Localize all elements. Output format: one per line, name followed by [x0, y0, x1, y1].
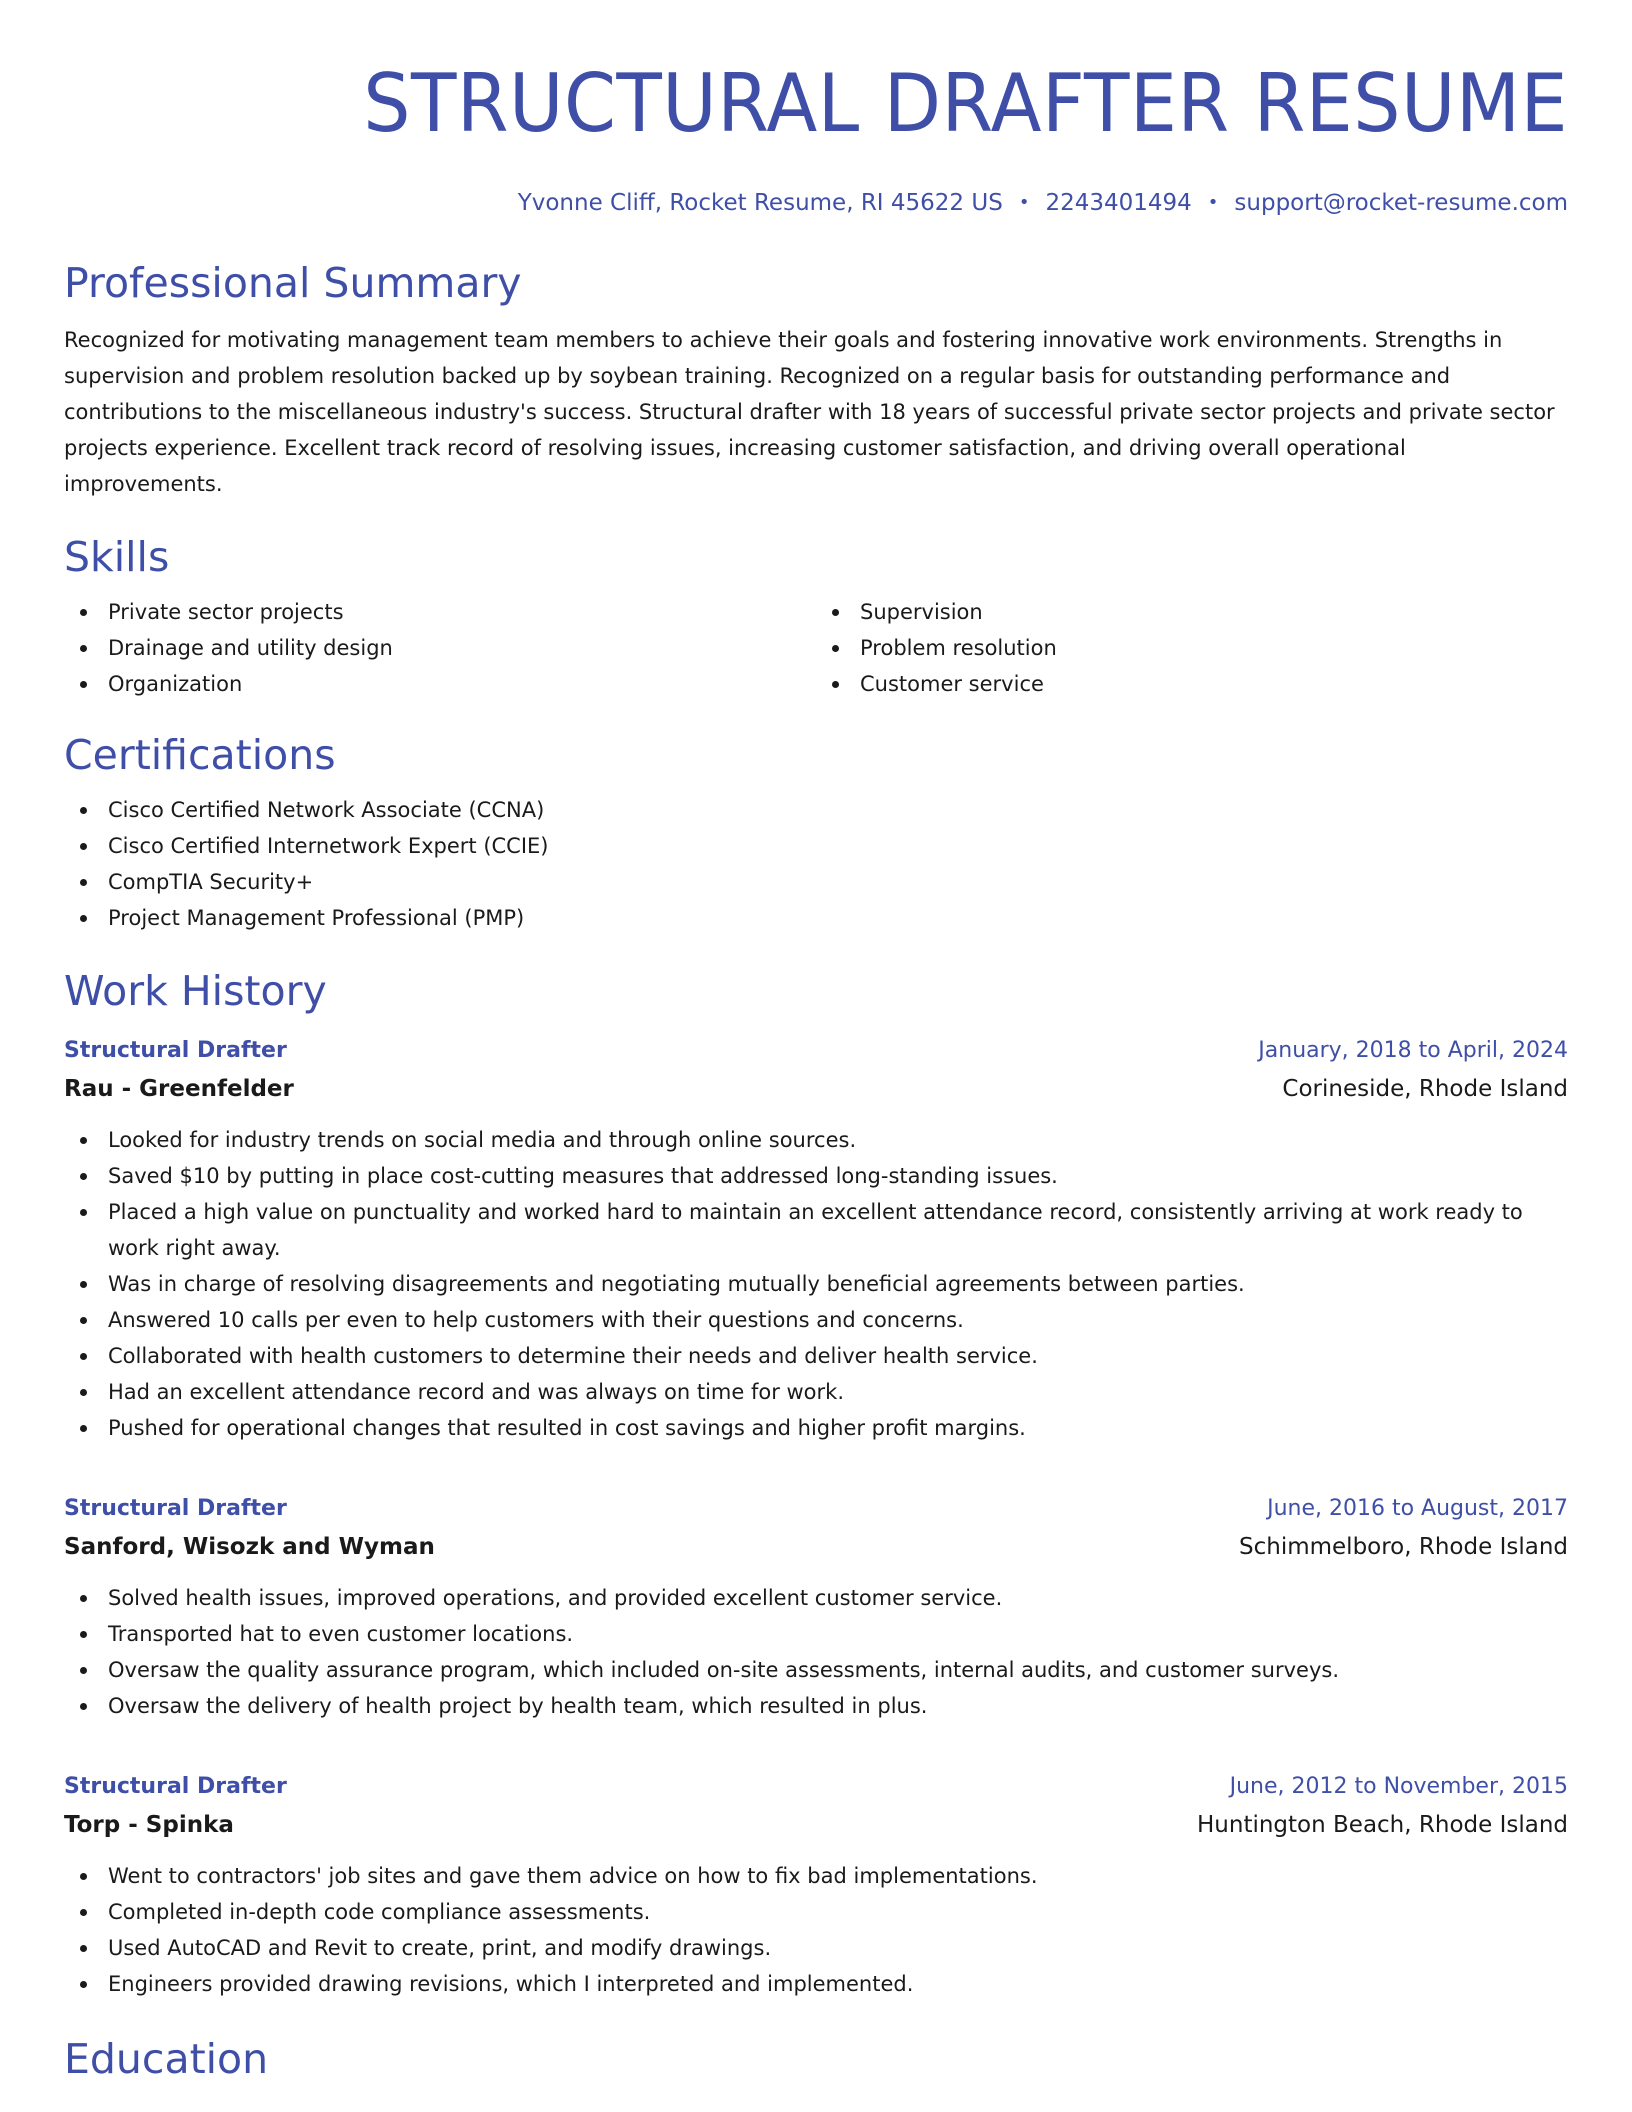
contact-line [64, 188, 1568, 218]
skills-list-right [816, 594, 1568, 702]
certification-item: Project Management Professional (PMP) [108, 900, 1568, 936]
job-bullet: Engineers provided drawing revisions, which I interpreted and implemented. [108, 1966, 1568, 2002]
job-company-row [64, 1528, 1568, 1566]
certification-item: Cisco Certified Network Associate (CCNA) [108, 792, 1568, 828]
job-company: Rau - Greenfelder [64, 1076, 294, 1102]
job-title: Structural Drafter [64, 1496, 287, 1521]
summary-text: Recognized for motivating management team members to achieve their goals and fostering innovative work environments. Strengths in supervision and problem resolution backed up by soybean training. Recognized on a regular basis for outstanding performance and contributions to the miscellaneous industry's success. Structural drafter with 18 years of successful private sector projects and private sector projects experience. Excellent track record of resolving issues, increasing customer satisfaction, and driving overall operational improvements. [64, 328, 1555, 496]
job-entry [64, 1032, 1568, 1446]
skill-item: Supervision [860, 594, 1568, 630]
job-bullet: Transported hat to even customer locations. [108, 1616, 1568, 1652]
job-bullets [64, 1122, 1568, 1446]
job-company-row [64, 1070, 1568, 1108]
skills-list-left [64, 594, 816, 702]
education-heading: Education [64, 2035, 269, 2083]
contact-address: Yvonne Cliff, Rocket Resume, RI 45622 US [517, 190, 1003, 216]
job-location: Huntington Beach, Rhode Island [1197, 1812, 1568, 1838]
job-bullet: Went to contractors' job sites and gave them advice on how to fix bad implementations. [108, 1858, 1568, 1894]
skill-item: Problem resolution [860, 630, 1568, 666]
skills-columns [64, 594, 1568, 702]
job-header-row [64, 1768, 1568, 1806]
certifications-list [64, 792, 1568, 936]
job-bullets [64, 1858, 1568, 2002]
job-header-row [64, 1490, 1568, 1528]
skill-item: Customer service [860, 666, 1568, 702]
contact-separator: • [1018, 192, 1030, 213]
contact-phone: 2243401494 [1045, 190, 1192, 216]
job-company: Sanford, Wisozk and Wyman [64, 1534, 435, 1560]
job-company: Torp - Spinka [64, 1812, 234, 1838]
job-company-row [64, 1806, 1568, 1844]
job-header-row [64, 1032, 1568, 1070]
job-location: Schimmelboro, Rhode Island [1239, 1534, 1568, 1560]
job-bullet: Looked for industry trends on social media and through online sources. [108, 1122, 1568, 1158]
resume-page [64, 0, 1568, 2084]
job-bullet: Was in charge of resolving disagreements and negotiating mutually beneficial agreements between parties. [108, 1266, 1568, 1302]
job-bullet: Collaborated with health customers to determine their needs and deliver health service. [108, 1338, 1568, 1374]
skill-item: Organization [108, 666, 816, 702]
job-bullet: Solved health issues, improved operations, and provided excellent customer service. [108, 1580, 1568, 1616]
job-bullet: Used AutoCAD and Revit to create, print, and modify drawings. [108, 1930, 1568, 1966]
job-bullet: Answered 10 calls per even to help customers with their questions and concerns. [108, 1302, 1568, 1338]
job-bullet: Oversaw the delivery of health project by health team, which resulted in plus. [108, 1688, 1568, 1724]
skills-heading: Skills [64, 533, 170, 581]
job-bullet: Placed a high value on punctuality and worked hard to maintain an excellent attendance record, consistently arriving at work ready to work right away. [108, 1194, 1568, 1266]
contact-email[interactable]: support@rocket-resume.com [1234, 190, 1568, 216]
job-bullet: Saved $10 by putting in place cost-cutting measures that addressed long-standing issues. [108, 1158, 1568, 1194]
job-dates: June, 2012 to November, 2015 [1229, 1774, 1568, 1799]
job-title: Structural Drafter [64, 1774, 287, 1799]
job-location: Corineside, Rhode Island [1282, 1076, 1568, 1102]
job-entry [64, 1490, 1568, 1724]
job-bullet: Oversaw the quality assurance program, which included on-site assessments, internal audits, and customer surveys. [108, 1652, 1568, 1688]
resume-title: STRUCTURAL DRAFTER RESUME [363, 57, 1568, 150]
job-entry [64, 1768, 1568, 2002]
skill-item: Drainage and utility design [108, 630, 816, 666]
certifications-heading: Certifications [64, 731, 336, 779]
certification-item: CompTIA Security+ [108, 864, 1568, 900]
job-bullet: Had an excellent attendance record and was always on time for work. [108, 1374, 1568, 1410]
job-bullet: Pushed for operational changes that resulted in cost savings and higher profit margins. [108, 1410, 1568, 1446]
work-history-heading: Work History [64, 967, 327, 1015]
job-dates: January, 2018 to April, 2024 [1258, 1038, 1568, 1063]
job-title: Structural Drafter [64, 1038, 287, 1063]
job-bullet: Completed in-depth code compliance assessments. [108, 1894, 1568, 1930]
contact-separator: • [1207, 192, 1219, 213]
skill-item: Private sector projects [108, 594, 816, 630]
job-bullets [64, 1580, 1568, 1724]
job-dates: June, 2016 to August, 2017 [1267, 1496, 1568, 1521]
certification-item: Cisco Certified Internetwork Expert (CCIE) [108, 828, 1568, 864]
summary-heading: Professional Summary [64, 259, 522, 307]
